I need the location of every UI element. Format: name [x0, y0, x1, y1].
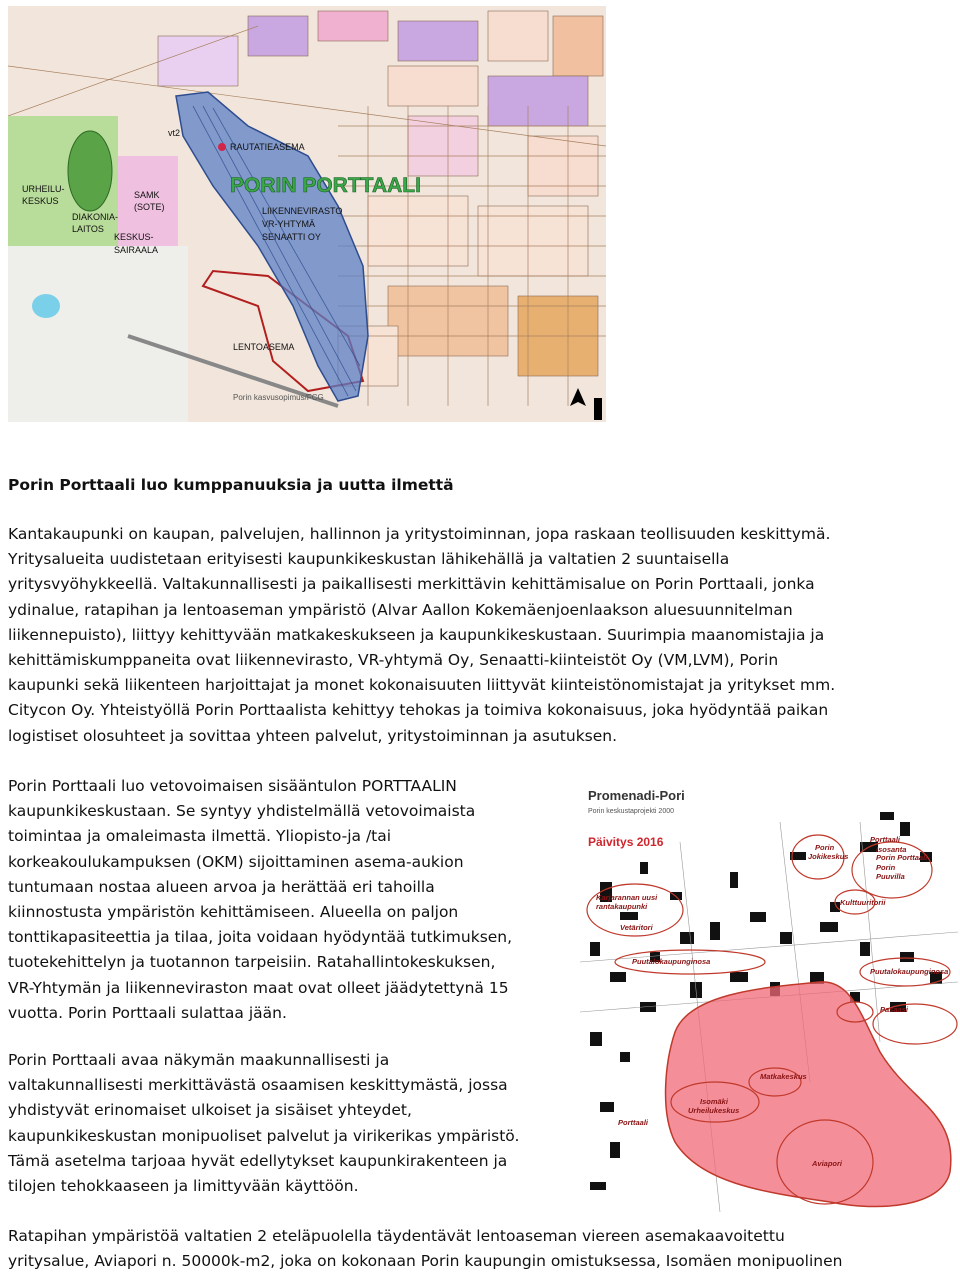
label-porttaali-top: Porttaali — [870, 835, 901, 844]
label-vt2: vt2 — [168, 128, 181, 138]
paragraph-line: kehittämiskumppaneita ovat liikennevirasto, VR-yhtymä Oy, Senaatti-kiinteistöt Oy (VM,LVM), Porin — [8, 651, 779, 670]
label-keskus-1: KESKUS- — [114, 232, 154, 242]
label-porttaali: Porttaali — [618, 1118, 649, 1127]
label-vetaritori: Vetäritori — [620, 923, 653, 932]
label-samk-2: (SOTE) — [134, 202, 165, 212]
label-pasaasi: Pasaasi — [880, 1005, 908, 1014]
label-vr-yhtyma: VR-YHTYMÄ — [262, 219, 316, 229]
paragraph-line: kaupunkikeskustaan. Se syntyy yhdistelmällä vetovoimaista — [8, 802, 476, 821]
paragraph-line: yhdistyvät erinomaiset ulkoiset ja sisäiset yhteydet, — [8, 1101, 412, 1120]
label-isosanta-1: Isosantа — [876, 845, 907, 854]
label-jokikeskus-1: Porin — [815, 843, 835, 852]
paragraph-4 — [8, 1224, 842, 1274]
pond — [32, 294, 60, 318]
label-senaatti: SENAATTI OY — [262, 232, 321, 242]
paragraph-line: kaupunki sekä liikenteen harjoittajat ja monet kokonaisuuten liittyvät kiinteistönomistajat ja yritykset mm. — [8, 676, 836, 695]
section-heading: Porin Porttaali luo kumppanuuksia ja uutta ilmettä — [8, 476, 454, 494]
paragraph-line: Yritysalueita uudistetaan erityisesti kaupunkikeskustan lähikehällä ja valtatien 2 suuntaisella — [8, 550, 730, 569]
paragraph-1 — [8, 522, 835, 749]
map2-subtitle: Porin keskustaprojekti 2000 — [588, 808, 674, 815]
label-isosanta-2: Porin Porttaali — [876, 853, 928, 862]
label-kulttuuritorii: Kulttuuritorii — [840, 898, 886, 907]
sports-field — [68, 131, 112, 211]
paragraph-line: tuntumaan nostaa alueen arvoa ja herättää eri tahoilla — [8, 877, 435, 896]
label-diakonia-1: DIAKONIA- — [72, 212, 119, 222]
label-lentoasema: LENTOASEMA — [233, 342, 295, 352]
paragraph-line: yritysalue, Aviapori n. 50000k-m2, joka on kokonaan Porin kaupungin omistuksessa, Isomäen monipuolinen — [8, 1252, 843, 1271]
paragraph-line: Citycon Oy. Yhteistyöllä Porin Porttaalista kehittyy tehokas ja toimiva kokonaisuus, joka hyödyntää paikan — [8, 701, 829, 720]
paragraph-line: VR-Yhtymän ja liikenneviraston maat ovat olleet jäädytettynä 15 — [8, 978, 509, 997]
paragraph-line: logistiset olosuhteet ja sovittaa yhteen palvelut, yritystoiminnan ja asutuksen. — [8, 726, 618, 745]
paragraph-line: valtakunnallisesti merkittävästä osaamisen keskittymästä, jossa — [8, 1076, 508, 1095]
paragraph-2 — [8, 774, 512, 1026]
label-urheilukeskus-1: URHEILU- — [22, 184, 65, 194]
paragraph-line: tuotekehittelyn ja tuotannon tarpeisiin. Ratahallintokeskuksen, — [8, 953, 496, 972]
label-puutalokaupunginosa-2: Puutalokaupunginosa — [870, 967, 949, 976]
promenadi-pori-map — [580, 782, 958, 1212]
label-liikennevirasto: LIIKENNEVIRASTO — [262, 206, 343, 216]
map2-title: Promenadi-Pori — [588, 788, 685, 803]
porin-porttaali-map — [8, 6, 606, 422]
label-puutalokaupunginosa-1: Puutalokaupunginosa — [632, 957, 711, 966]
label-samk-1: SAMK — [134, 190, 160, 200]
paragraph-line: ydinalue, ratapihan ja lentoaseman ympäristö (Alvar Aallon Kokemäenjoenlaakson aluesuunnitelman — [8, 600, 793, 619]
paragraph-line: tonttikapasiteettia ja tilaa, joita voidaan hyödyntää tutkimuksen, — [8, 928, 513, 947]
paragraph-line: Porin Porttaali avaa näkymän maakunnallisesti ja — [8, 1051, 390, 1069]
station-marker — [218, 143, 226, 151]
label-rautatieasema: RAUTATIEASEMA — [230, 142, 305, 152]
label-urheilukeskus-2: KESKUS — [22, 196, 59, 206]
label-puuvilla-2: Puuvilla — [876, 872, 905, 881]
paragraph-3 — [8, 1048, 519, 1199]
label-puuvilla-1: Porin — [876, 863, 896, 872]
paragraph-line: Kantakaupunki on kaupan, palvelujen, hallinnon ja yritystoiminnan, jopa raskaan teollisuuden keskittymä. — [8, 525, 831, 543]
airport-land — [8, 246, 188, 422]
label-isomaki-2: Urheilukeskus — [688, 1106, 740, 1115]
paragraph-line: toimintaa ja omaleimasta ilmettä. Yliopisto-ja /tai — [8, 827, 392, 846]
label-diakonia-2: LAITOS — [72, 224, 104, 234]
label-keskus-2: SAIRAALA — [114, 245, 159, 255]
paragraph-line: Porin Porttaali luo vetovoimaisen sisääntulon PORTTAALIN — [8, 777, 457, 795]
paragraph-line: kaupunkikeskustan monipuoliset palvelut ja virikerikas ympäristö. — [8, 1126, 520, 1145]
label-jokikeskus-2: Jokikeskus — [808, 852, 849, 861]
paragraph-line: kiinnostusta ympäristön kehittämiseen. Alueella on paljon — [8, 903, 459, 922]
label-porin-porttaali: PORIN PORTTAALI — [230, 174, 421, 197]
label-karjaranta-1: Karjarannan uusi — [596, 893, 658, 902]
paragraph-line: Ratapihan ympäristöä valtatien 2 eteläpuolella täydentävät lentoaseman viereen asemakaavoitettu — [8, 1227, 785, 1245]
paragraph-line: vuotta. Porin Porttaali sulattaa jään. — [8, 1003, 287, 1022]
map2-update: Päivitys 2016 — [588, 835, 664, 849]
label-karjaranta-2: rantakaupunki — [596, 902, 648, 911]
paragraph-line: yritysvyöhykkeellä. Valtakunnallisesti ja paikallisesti merkittävin kehittämisalue on Porin Porttaali, jonka — [8, 575, 815, 594]
north-arrow-bg — [594, 398, 602, 420]
label-kasvusopimus: Porin kasvusopimus/FCG — [233, 393, 324, 402]
label-isomaki-1: Isomäki — [700, 1097, 728, 1106]
paragraph-line: liikennepuisto), liittyy kehittyvään matkakeskukseen ja kaupunkikeskustaan. Suurimpia maanomistajia ja — [8, 625, 825, 644]
label-matkakeskus: Matkakeskus — [760, 1072, 807, 1081]
paragraph-line: Tämä asetelma tarjoaa hyvät edellytykset kaupunkirakenteen ja — [8, 1151, 508, 1170]
paragraph-line: korkeakoulukampuksen (OKM) sijoittaminen asema-aukion — [8, 852, 464, 871]
label-aviapori: Aviapori — [812, 1159, 843, 1168]
paragraph-line: tilojen tehokkaaseen ja limittyvään käyttöön. — [8, 1177, 359, 1196]
